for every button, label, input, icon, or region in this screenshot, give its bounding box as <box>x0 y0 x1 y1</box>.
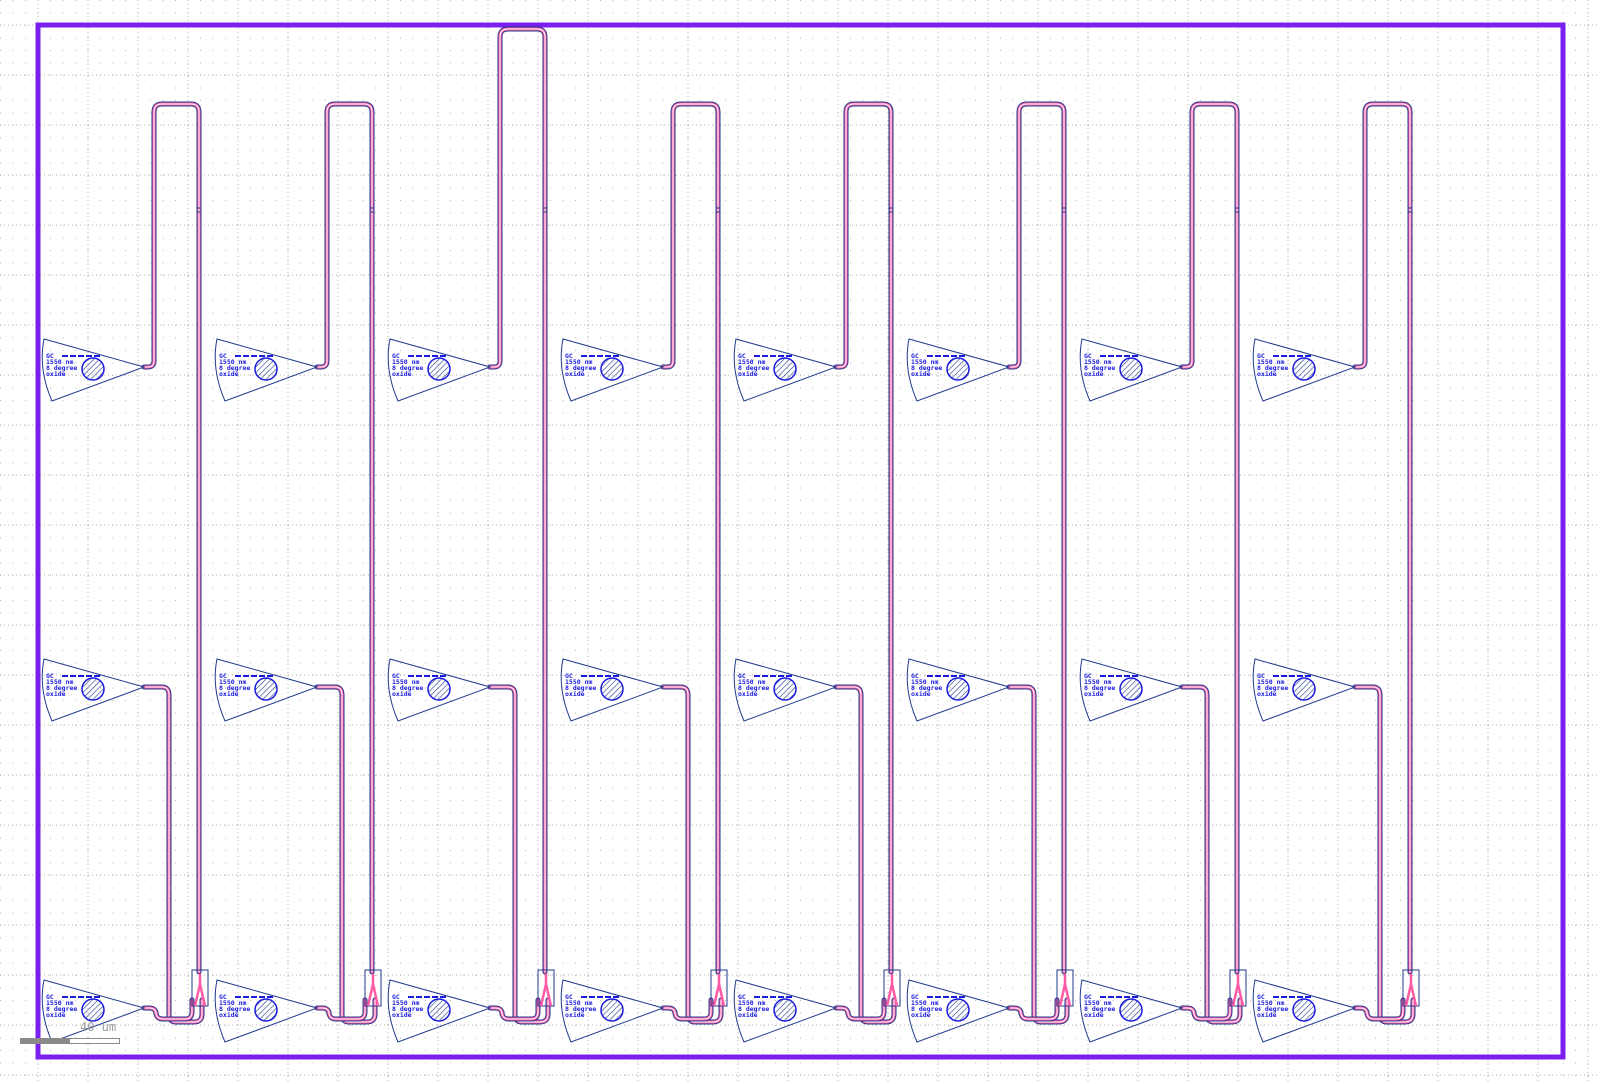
grating-circle-icon <box>255 358 277 380</box>
coupler-label-line: oxide <box>1084 370 1104 378</box>
grating-circle-icon <box>428 678 450 700</box>
coupler-label-line: oxide <box>1257 1011 1277 1019</box>
scale-bar-fill <box>21 1039 70 1043</box>
coupler-label-line: oxide <box>46 370 66 378</box>
coupler-label-line: 8 degree <box>565 684 597 692</box>
coupler-label-line: 1550 nm <box>565 999 593 1007</box>
grating-circle-icon <box>255 999 277 1021</box>
grating-circle-icon <box>1120 999 1142 1021</box>
coupler-label-line: oxide <box>1257 370 1277 378</box>
grating-circle-icon <box>255 678 277 700</box>
coupler-label-line: GC <box>1257 993 1265 1001</box>
coupler-label-line: 1550 nm <box>738 678 766 686</box>
coupler-label-line: 8 degree <box>219 1005 251 1013</box>
coupler-label-line: 1550 nm <box>392 358 420 366</box>
coupler-label-line: oxide <box>1084 690 1104 698</box>
coupler-label-line: 8 degree <box>738 684 770 692</box>
coupler-label-line: GC <box>1084 352 1092 360</box>
coupler-label-line: oxide <box>565 370 585 378</box>
coupler-label-line: 1550 nm <box>219 358 247 366</box>
coupler-label-line: 1550 nm <box>1257 358 1285 366</box>
coupler-label-line: 1550 nm <box>219 678 247 686</box>
coupler-label-line: GC <box>46 993 54 1001</box>
coupler-label-line: 1550 nm <box>565 358 593 366</box>
coupler-label-line: oxide <box>911 1011 931 1019</box>
coupler-label-line: 8 degree <box>46 684 78 692</box>
coupler-label-line: 1550 nm <box>46 999 74 1007</box>
coupler-label-line: GC <box>1257 352 1265 360</box>
coupler-label-line: GC <box>219 672 227 680</box>
coupler-label-line: 8 degree <box>1084 684 1116 692</box>
coupler-label-line: oxide <box>911 690 931 698</box>
grating-circle-icon <box>601 358 623 380</box>
coupler-label-line: 1550 nm <box>1257 678 1285 686</box>
coupler-label-line: oxide <box>1257 690 1277 698</box>
coupler-label-line: 8 degree <box>1257 684 1289 692</box>
coupler-label-line: 8 degree <box>46 364 78 372</box>
coupler-label-line: 1550 nm <box>219 999 247 1007</box>
coupler-label-line: GC <box>1257 672 1265 680</box>
coupler-label-line: GC <box>392 352 400 360</box>
coupler-label-line: GC <box>46 672 54 680</box>
coupler-label-line: oxide <box>738 1011 758 1019</box>
scale-bar <box>20 1038 120 1044</box>
coupler-label-line: 8 degree <box>1084 364 1116 372</box>
grating-circle-icon <box>1120 358 1142 380</box>
coupler-label-line: GC <box>392 993 400 1001</box>
coupler-label-line: 1550 nm <box>392 678 420 686</box>
coupler-label-line: 8 degree <box>911 1005 943 1013</box>
coupler-label-line: GC <box>565 993 573 1001</box>
coupler-label-line: GC <box>219 993 227 1001</box>
coupler-label-line: GC <box>738 993 746 1001</box>
coupler-label-line: 8 degree <box>1257 1005 1289 1013</box>
grating-circle-icon <box>1293 678 1315 700</box>
coupler-label-line: 1550 nm <box>738 999 766 1007</box>
grating-circle-icon <box>428 358 450 380</box>
coupler-label-line: 8 degree <box>46 1005 78 1013</box>
coupler-label-line: 8 degree <box>1257 364 1289 372</box>
coupler-label-line: oxide <box>219 1011 239 1019</box>
coupler-label-line: 1550 nm <box>911 999 939 1007</box>
coupler-label-line: oxide <box>738 370 758 378</box>
coupler-label-line: oxide <box>565 690 585 698</box>
grating-circle-icon <box>947 999 969 1021</box>
coupler-label-line: GC <box>219 352 227 360</box>
coupler-label-line: 1550 nm <box>1084 999 1112 1007</box>
coupler-label-line: 1550 nm <box>46 358 74 366</box>
coupler-label-line: GC <box>738 672 746 680</box>
coupler-label-line: 8 degree <box>392 364 424 372</box>
coupler-label-line: 8 degree <box>219 684 251 692</box>
grating-circle-icon <box>82 358 104 380</box>
coupler-label-line: 8 degree <box>1084 1005 1116 1013</box>
coupler-label-line: oxide <box>392 370 412 378</box>
grating-circle-icon <box>82 678 104 700</box>
coupler-label-line: 8 degree <box>911 364 943 372</box>
coupler-label-line: 8 degree <box>392 1005 424 1013</box>
coupler-label-line: oxide <box>46 1011 66 1019</box>
coupler-label-line: oxide <box>1084 1011 1104 1019</box>
coupler-label-line: oxide <box>46 690 66 698</box>
coupler-label-line: 1550 nm <box>565 678 593 686</box>
coupler-label-line: GC <box>1084 993 1092 1001</box>
coupler-label-line: 8 degree <box>911 684 943 692</box>
grating-circle-icon <box>428 999 450 1021</box>
coupler-label-line: oxide <box>565 1011 585 1019</box>
coupler-label-line: 1550 nm <box>392 999 420 1007</box>
coupler-label-line: oxide <box>738 690 758 698</box>
coupler-label-line: GC <box>911 352 919 360</box>
coupler-label-line: 8 degree <box>219 364 251 372</box>
coupler-label-line: 8 degree <box>738 1005 770 1013</box>
scale-bar-label: 40 um <box>80 1020 117 1034</box>
coupler-label-line: GC <box>738 352 746 360</box>
grating-circle-icon <box>774 999 796 1021</box>
coupler-label-line: GC <box>565 672 573 680</box>
coupler-label-line: GC <box>1084 672 1092 680</box>
coupler-label-line: 1550 nm <box>1084 358 1112 366</box>
grating-circle-icon <box>1120 678 1142 700</box>
grating-circle-icon <box>601 999 623 1021</box>
grating-circle-icon <box>601 678 623 700</box>
coupler-label-line: 8 degree <box>565 364 597 372</box>
grating-circle-icon <box>774 678 796 700</box>
coupler-label-line: 1550 nm <box>46 678 74 686</box>
grating-circle-icon <box>774 358 796 380</box>
coupler-label-line: 1550 nm <box>1084 678 1112 686</box>
coupler-label-line: 8 degree <box>738 364 770 372</box>
grating-circle-icon <box>82 999 104 1021</box>
coupler-label-line: 1550 nm <box>911 678 939 686</box>
coupler-label-line: 8 degree <box>392 684 424 692</box>
coupler-label-line: GC <box>565 352 573 360</box>
coupler-label-line: oxide <box>219 690 239 698</box>
grating-circle-icon <box>1293 999 1315 1021</box>
coupler-label-line: oxide <box>392 690 412 698</box>
coupler-label-line: 1550 nm <box>1257 999 1285 1007</box>
coupler-label-line: 1550 nm <box>738 358 766 366</box>
coupler-label-line: GC <box>392 672 400 680</box>
coupler-label-line: oxide <box>392 1011 412 1019</box>
grating-circle-icon <box>1293 358 1315 380</box>
coupler-label-line: GC <box>911 672 919 680</box>
grating-circle-icon <box>947 678 969 700</box>
coupler-label-line: 8 degree <box>565 1005 597 1013</box>
coupler-label-line: oxide <box>219 370 239 378</box>
coupler-label-line: GC <box>46 352 54 360</box>
coupler-label-line: 1550 nm <box>911 358 939 366</box>
grating-circle-icon <box>947 358 969 380</box>
coupler-label-line: oxide <box>911 370 931 378</box>
coupler-label-line: GC <box>911 993 919 1001</box>
